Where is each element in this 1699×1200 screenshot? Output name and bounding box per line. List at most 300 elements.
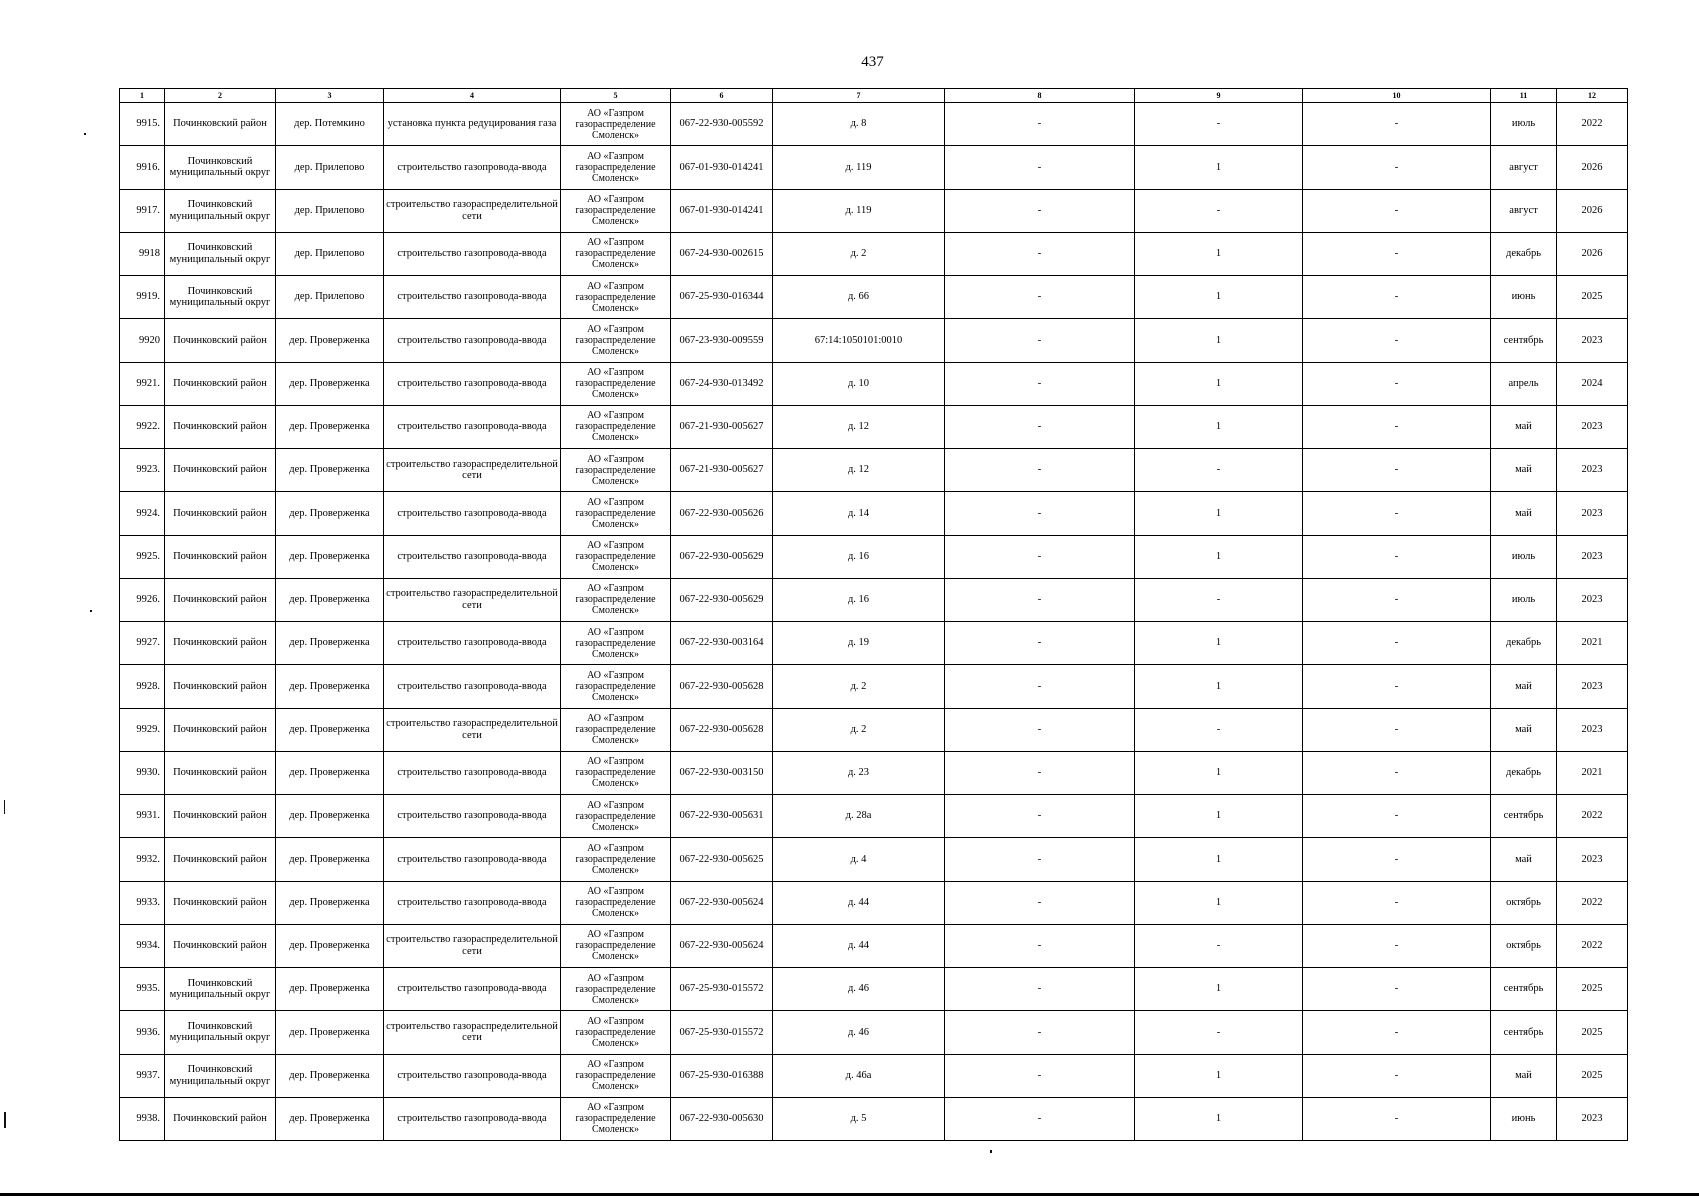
- month-cell: май: [1491, 492, 1557, 535]
- settlement-cell: дер. Проверженка: [276, 492, 384, 535]
- organization-cell: АО «Газпром газораспределение Смоленск»: [561, 622, 671, 665]
- year-cell: 2023: [1557, 1097, 1628, 1140]
- code-cell: 067-22-930-005624: [671, 881, 773, 924]
- column-8-cell: -: [945, 708, 1135, 751]
- column-9-cell: -: [1135, 924, 1303, 967]
- column-9-cell: 1: [1135, 146, 1303, 189]
- column-9-cell: 1: [1135, 665, 1303, 708]
- object-cell: д. 23: [773, 751, 945, 794]
- row-number: 9919.: [120, 276, 165, 319]
- district-cell: Починковский район: [165, 665, 276, 708]
- month-cell: сентябрь: [1491, 795, 1557, 838]
- row-number: 9921.: [120, 362, 165, 405]
- object-cell: д. 16: [773, 578, 945, 621]
- code-cell: 067-22-930-005629: [671, 535, 773, 578]
- object-cell: д. 14: [773, 492, 945, 535]
- column-8-cell: -: [945, 189, 1135, 232]
- column-9-cell: 1: [1135, 362, 1303, 405]
- table-row: [120, 405, 1628, 448]
- page-number: 437: [861, 54, 884, 70]
- year-cell: 2025: [1557, 968, 1628, 1011]
- settlement-cell: дер. Проверженка: [276, 838, 384, 881]
- table-row: [120, 492, 1628, 535]
- column-9-cell: 1: [1135, 535, 1303, 578]
- month-cell: май: [1491, 405, 1557, 448]
- work-cell: строительство газопровода-ввода: [384, 622, 561, 665]
- row-number: 9925.: [120, 535, 165, 578]
- work-cell: строительство газопровода-ввода: [384, 319, 561, 362]
- column-8-cell: -: [945, 838, 1135, 881]
- code-cell: 067-24-930-013492: [671, 362, 773, 405]
- settlement-cell: дер. Проверженка: [276, 535, 384, 578]
- organization-cell: АО «Газпром газораспределение Смоленск»: [561, 1054, 671, 1097]
- organization-cell: АО «Газпром газораспределение Смоленск»: [561, 795, 671, 838]
- object-cell: д. 19: [773, 622, 945, 665]
- object-cell: д. 5: [773, 1097, 945, 1140]
- scan-speck: [4, 1112, 6, 1128]
- row-number: 9929.: [120, 708, 165, 751]
- column-header: 9: [1135, 89, 1303, 103]
- work-cell: строительство газопровода-ввода: [384, 968, 561, 1011]
- month-cell: июль: [1491, 578, 1557, 621]
- column-10-cell: -: [1303, 405, 1491, 448]
- column-10-cell: -: [1303, 838, 1491, 881]
- month-cell: июнь: [1491, 276, 1557, 319]
- month-cell: декабрь: [1491, 622, 1557, 665]
- organization-cell: АО «Газпром газораспределение Смоленск»: [561, 1011, 671, 1054]
- column-9-cell: -: [1135, 449, 1303, 492]
- year-cell: 2026: [1557, 189, 1628, 232]
- code-cell: 067-22-930-003164: [671, 622, 773, 665]
- year-cell: 2025: [1557, 1054, 1628, 1097]
- settlement-cell: дер. Прилепово: [276, 276, 384, 319]
- year-cell: 2021: [1557, 622, 1628, 665]
- month-cell: апрель: [1491, 362, 1557, 405]
- year-cell: 2022: [1557, 103, 1628, 146]
- column-8-cell: -: [945, 103, 1135, 146]
- scan-speck: [90, 610, 92, 612]
- work-cell: строительство газопровода-ввода: [384, 276, 561, 319]
- year-cell: 2021: [1557, 751, 1628, 794]
- organization-cell: АО «Газпром газораспределение Смоленск»: [561, 189, 671, 232]
- organization-cell: АО «Газпром газораспределение Смоленск»: [561, 665, 671, 708]
- settlement-cell: дер. Прилепово: [276, 189, 384, 232]
- table-row: [120, 1054, 1628, 1097]
- column-10-cell: -: [1303, 362, 1491, 405]
- object-cell: д. 2: [773, 665, 945, 708]
- column-10-cell: -: [1303, 232, 1491, 275]
- column-10-cell: -: [1303, 795, 1491, 838]
- column-10-cell: -: [1303, 319, 1491, 362]
- table-row: [120, 968, 1628, 1011]
- settlement-cell: дер. Проверженка: [276, 578, 384, 621]
- column-9-cell: 1: [1135, 622, 1303, 665]
- organization-cell: АО «Газпром газораспределение Смоленск»: [561, 276, 671, 319]
- column-header: 12: [1557, 89, 1628, 103]
- code-cell: 067-01-930-014241: [671, 189, 773, 232]
- year-cell: 2023: [1557, 449, 1628, 492]
- code-cell: 067-22-930-005628: [671, 665, 773, 708]
- column-8-cell: -: [945, 319, 1135, 362]
- row-number: 9926.: [120, 578, 165, 621]
- month-cell: июль: [1491, 535, 1557, 578]
- code-cell: 067-21-930-005627: [671, 405, 773, 448]
- code-cell: 067-22-930-005631: [671, 795, 773, 838]
- column-10-cell: -: [1303, 622, 1491, 665]
- settlement-cell: дер. Проверженка: [276, 405, 384, 448]
- column-8-cell: -: [945, 1011, 1135, 1054]
- settlement-cell: дер. Проверженка: [276, 795, 384, 838]
- work-cell: строительство газопровода-ввода: [384, 881, 561, 924]
- table-row: [120, 103, 1628, 146]
- object-cell: д. 2: [773, 232, 945, 275]
- object-cell: д. 2: [773, 708, 945, 751]
- column-8-cell: -: [945, 362, 1135, 405]
- column-9-cell: 1: [1135, 319, 1303, 362]
- code-cell: 067-25-930-015572: [671, 1011, 773, 1054]
- row-number: 9932.: [120, 838, 165, 881]
- table-body: [120, 103, 1628, 1141]
- column-8-cell: -: [945, 578, 1135, 621]
- code-cell: 067-22-930-005626: [671, 492, 773, 535]
- column-8-cell: -: [945, 622, 1135, 665]
- column-8-cell: -: [945, 1097, 1135, 1140]
- row-number: 9922.: [120, 405, 165, 448]
- year-cell: 2026: [1557, 146, 1628, 189]
- district-cell: Починковский район: [165, 795, 276, 838]
- column-10-cell: -: [1303, 535, 1491, 578]
- object-cell: д. 119: [773, 189, 945, 232]
- year-cell: 2022: [1557, 924, 1628, 967]
- district-cell: Починковский район: [165, 535, 276, 578]
- work-cell: строительство газопровода-ввода: [384, 1097, 561, 1140]
- organization-cell: АО «Газпром газораспределение Смоленск»: [561, 924, 671, 967]
- column-8-cell: -: [945, 751, 1135, 794]
- settlement-cell: дер. Прилепово: [276, 232, 384, 275]
- district-cell: Починковский муниципальный округ: [165, 232, 276, 275]
- column-header: 8: [945, 89, 1135, 103]
- district-cell: Починковский район: [165, 924, 276, 967]
- row-number: 9924.: [120, 492, 165, 535]
- object-cell: д. 28а: [773, 795, 945, 838]
- column-9-cell: 1: [1135, 405, 1303, 448]
- column-header: 5: [561, 89, 671, 103]
- table-row: [120, 1011, 1628, 1054]
- month-cell: июль: [1491, 103, 1557, 146]
- month-cell: май: [1491, 665, 1557, 708]
- settlement-cell: дер. Проверженка: [276, 362, 384, 405]
- year-cell: 2023: [1557, 838, 1628, 881]
- district-cell: Починковский район: [165, 362, 276, 405]
- scan-speck: [990, 1150, 992, 1153]
- district-cell: Починковский муниципальный округ: [165, 146, 276, 189]
- object-cell: д. 12: [773, 405, 945, 448]
- work-cell: строительство газопровода-ввода: [384, 795, 561, 838]
- column-9-cell: -: [1135, 103, 1303, 146]
- settlement-cell: дер. Потемкино: [276, 103, 384, 146]
- settlement-cell: дер. Проверженка: [276, 622, 384, 665]
- table-row: [120, 881, 1628, 924]
- column-8-cell: -: [945, 924, 1135, 967]
- column-10-cell: -: [1303, 146, 1491, 189]
- table-row: [120, 535, 1628, 578]
- table-row: [120, 232, 1628, 275]
- column-10-cell: -: [1303, 924, 1491, 967]
- organization-cell: АО «Газпром газораспределение Смоленск»: [561, 103, 671, 146]
- column-8-cell: -: [945, 795, 1135, 838]
- object-cell: д. 44: [773, 881, 945, 924]
- column-9-cell: 1: [1135, 838, 1303, 881]
- work-cell: строительство газопровода-ввода: [384, 665, 561, 708]
- column-9-cell: -: [1135, 708, 1303, 751]
- year-cell: 2023: [1557, 319, 1628, 362]
- year-cell: 2025: [1557, 276, 1628, 319]
- district-cell: Починковский муниципальный округ: [165, 1054, 276, 1097]
- organization-cell: АО «Газпром газораспределение Смоленск»: [561, 751, 671, 794]
- work-cell: строительство газораспределительной сети: [384, 578, 561, 621]
- row-number: 9923.: [120, 449, 165, 492]
- work-cell: строительство газопровода-ввода: [384, 232, 561, 275]
- settlement-cell: дер. Проверженка: [276, 665, 384, 708]
- work-cell: строительство газопровода-ввода: [384, 1054, 561, 1097]
- district-cell: Починковский муниципальный округ: [165, 276, 276, 319]
- row-number: 9918: [120, 232, 165, 275]
- column-8-cell: -: [945, 492, 1135, 535]
- district-cell: Починковский муниципальный округ: [165, 1011, 276, 1054]
- organization-cell: АО «Газпром газораспределение Смоленск»: [561, 146, 671, 189]
- district-cell: Починковский муниципальный округ: [165, 968, 276, 1011]
- table-row: [120, 838, 1628, 881]
- column-9-cell: 1: [1135, 492, 1303, 535]
- bottom-rule: [0, 1193, 1699, 1196]
- month-cell: сентябрь: [1491, 968, 1557, 1011]
- column-8-cell: -: [945, 881, 1135, 924]
- district-cell: Починковский район: [165, 319, 276, 362]
- code-cell: 067-22-930-005624: [671, 924, 773, 967]
- code-cell: 067-21-930-005627: [671, 449, 773, 492]
- organization-cell: АО «Газпром газораспределение Смоленск»: [561, 405, 671, 448]
- object-cell: д. 12: [773, 449, 945, 492]
- organization-cell: АО «Газпром газораспределение Смоленск»: [561, 578, 671, 621]
- column-header: 1: [120, 89, 165, 103]
- district-cell: Починковский район: [165, 103, 276, 146]
- table-row: [120, 578, 1628, 621]
- code-cell: 067-22-930-005592: [671, 103, 773, 146]
- table-row: [120, 449, 1628, 492]
- scan-speck: [84, 133, 86, 135]
- settlement-cell: дер. Проверженка: [276, 924, 384, 967]
- column-9-cell: -: [1135, 189, 1303, 232]
- year-cell: 2023: [1557, 665, 1628, 708]
- year-cell: 2023: [1557, 578, 1628, 621]
- work-cell: строительство газораспределительной сети: [384, 924, 561, 967]
- row-number: 9931.: [120, 795, 165, 838]
- settlement-cell: дер. Проверженка: [276, 881, 384, 924]
- organization-cell: АО «Газпром газораспределение Смоленск»: [561, 535, 671, 578]
- row-number: 9933.: [120, 881, 165, 924]
- row-number: 9916.: [120, 146, 165, 189]
- settlement-cell: дер. Проверженка: [276, 708, 384, 751]
- settlement-cell: дер. Проверженка: [276, 1054, 384, 1097]
- organization-cell: АО «Газпром газораспределение Смоленск»: [561, 838, 671, 881]
- settlement-cell: дер. Проверженка: [276, 1011, 384, 1054]
- district-cell: Починковский район: [165, 1097, 276, 1140]
- column-9-cell: 1: [1135, 276, 1303, 319]
- column-header: 6: [671, 89, 773, 103]
- row-number: 9936.: [120, 1011, 165, 1054]
- column-10-cell: -: [1303, 881, 1491, 924]
- organization-cell: АО «Газпром газораспределение Смоленск»: [561, 319, 671, 362]
- column-8-cell: -: [945, 232, 1135, 275]
- month-cell: май: [1491, 449, 1557, 492]
- organization-cell: АО «Газпром газораспределение Смоленск»: [561, 968, 671, 1011]
- column-10-cell: -: [1303, 665, 1491, 708]
- month-cell: май: [1491, 708, 1557, 751]
- organization-cell: АО «Газпром газораспределение Смоленск»: [561, 1097, 671, 1140]
- column-10-cell: -: [1303, 276, 1491, 319]
- column-9-cell: 1: [1135, 968, 1303, 1011]
- organization-cell: АО «Газпром газораспределение Смоленск»: [561, 708, 671, 751]
- district-cell: Починковский район: [165, 622, 276, 665]
- code-cell: 067-22-930-005629: [671, 578, 773, 621]
- organization-cell: АО «Газпром газораспределение Смоленск»: [561, 881, 671, 924]
- table-row: [120, 708, 1628, 751]
- organization-cell: АО «Газпром газораспределение Смоленск»: [561, 232, 671, 275]
- work-cell: строительство газопровода-ввода: [384, 535, 561, 578]
- object-cell: д. 46: [773, 968, 945, 1011]
- row-number: 9934.: [120, 924, 165, 967]
- work-cell: строительство газопровода-ввода: [384, 751, 561, 794]
- settlement-cell: дер. Проверженка: [276, 1097, 384, 1140]
- column-header: 3: [276, 89, 384, 103]
- column-10-cell: -: [1303, 103, 1491, 146]
- column-10-cell: -: [1303, 968, 1491, 1011]
- object-cell: д. 46а: [773, 1054, 945, 1097]
- column-header: 11: [1491, 89, 1557, 103]
- work-cell: установка пункта редуцирования газа: [384, 103, 561, 146]
- row-number: 9917.: [120, 189, 165, 232]
- column-9-cell: -: [1135, 1011, 1303, 1054]
- column-8-cell: -: [945, 535, 1135, 578]
- work-cell: строительство газораспределительной сети: [384, 1011, 561, 1054]
- table-row: [120, 276, 1628, 319]
- settlement-cell: дер. Проверженка: [276, 968, 384, 1011]
- work-cell: строительство газораспределительной сети: [384, 708, 561, 751]
- table-row: [120, 362, 1628, 405]
- work-cell: строительство газопровода-ввода: [384, 362, 561, 405]
- table-row: [120, 319, 1628, 362]
- code-cell: 067-01-930-014241: [671, 146, 773, 189]
- code-cell: 067-23-930-009559: [671, 319, 773, 362]
- code-cell: 067-25-930-015572: [671, 968, 773, 1011]
- month-cell: август: [1491, 189, 1557, 232]
- district-cell: Починковский район: [165, 838, 276, 881]
- object-cell: д. 66: [773, 276, 945, 319]
- month-cell: май: [1491, 838, 1557, 881]
- column-8-cell: -: [945, 276, 1135, 319]
- year-cell: 2023: [1557, 708, 1628, 751]
- month-cell: сентябрь: [1491, 1011, 1557, 1054]
- month-cell: май: [1491, 1054, 1557, 1097]
- column-10-cell: -: [1303, 492, 1491, 535]
- data-table: [119, 88, 1628, 1141]
- column-8-cell: -: [945, 665, 1135, 708]
- object-cell: д. 10: [773, 362, 945, 405]
- table-row: [120, 1097, 1628, 1140]
- year-cell: 2022: [1557, 795, 1628, 838]
- code-cell: 067-22-930-005625: [671, 838, 773, 881]
- object-cell: д. 119: [773, 146, 945, 189]
- column-header: 7: [773, 89, 945, 103]
- row-number: 9935.: [120, 968, 165, 1011]
- column-9-cell: 1: [1135, 881, 1303, 924]
- column-9-cell: -: [1135, 578, 1303, 621]
- table-row: [120, 622, 1628, 665]
- row-number: 9927.: [120, 622, 165, 665]
- month-cell: октябрь: [1491, 924, 1557, 967]
- column-9-cell: 1: [1135, 232, 1303, 275]
- district-cell: Починковский район: [165, 751, 276, 794]
- column-header: 10: [1303, 89, 1491, 103]
- header-row: [120, 89, 1628, 103]
- work-cell: строительство газораспределительной сети: [384, 189, 561, 232]
- column-10-cell: -: [1303, 1011, 1491, 1054]
- code-cell: 067-25-930-016344: [671, 276, 773, 319]
- district-cell: Починковский район: [165, 708, 276, 751]
- object-cell: д. 44: [773, 924, 945, 967]
- row-number: 9938.: [120, 1097, 165, 1140]
- column-header: 4: [384, 89, 561, 103]
- column-header: 2: [165, 89, 276, 103]
- object-cell: д. 16: [773, 535, 945, 578]
- month-cell: июнь: [1491, 1097, 1557, 1140]
- code-cell: 067-25-930-016388: [671, 1054, 773, 1097]
- column-10-cell: -: [1303, 1054, 1491, 1097]
- month-cell: декабрь: [1491, 232, 1557, 275]
- organization-cell: АО «Газпром газораспределение Смоленск»: [561, 492, 671, 535]
- code-cell: 067-24-930-002615: [671, 232, 773, 275]
- column-10-cell: -: [1303, 578, 1491, 621]
- column-8-cell: -: [945, 968, 1135, 1011]
- year-cell: 2022: [1557, 881, 1628, 924]
- work-cell: строительство газопровода-ввода: [384, 492, 561, 535]
- row-number: 9928.: [120, 665, 165, 708]
- year-cell: 2024: [1557, 362, 1628, 405]
- district-cell: Починковский район: [165, 449, 276, 492]
- code-cell: 067-22-930-005630: [671, 1097, 773, 1140]
- work-cell: строительство газопровода-ввода: [384, 405, 561, 448]
- code-cell: 067-22-930-003150: [671, 751, 773, 794]
- work-cell: строительство газопровода-ввода: [384, 146, 561, 189]
- settlement-cell: дер. Проверженка: [276, 751, 384, 794]
- settlement-cell: дер. Проверженка: [276, 449, 384, 492]
- code-cell: 067-22-930-005628: [671, 708, 773, 751]
- settlement-cell: дер. Проверженка: [276, 319, 384, 362]
- year-cell: 2026: [1557, 232, 1628, 275]
- column-9-cell: 1: [1135, 1054, 1303, 1097]
- organization-cell: АО «Газпром газораспределение Смоленск»: [561, 449, 671, 492]
- column-9-cell: 1: [1135, 751, 1303, 794]
- column-8-cell: -: [945, 1054, 1135, 1097]
- month-cell: декабрь: [1491, 751, 1557, 794]
- column-8-cell: -: [945, 449, 1135, 492]
- column-10-cell: -: [1303, 189, 1491, 232]
- month-cell: август: [1491, 146, 1557, 189]
- table-row: [120, 924, 1628, 967]
- district-cell: Починковский район: [165, 578, 276, 621]
- column-10-cell: -: [1303, 449, 1491, 492]
- scan-speck: [4, 800, 5, 814]
